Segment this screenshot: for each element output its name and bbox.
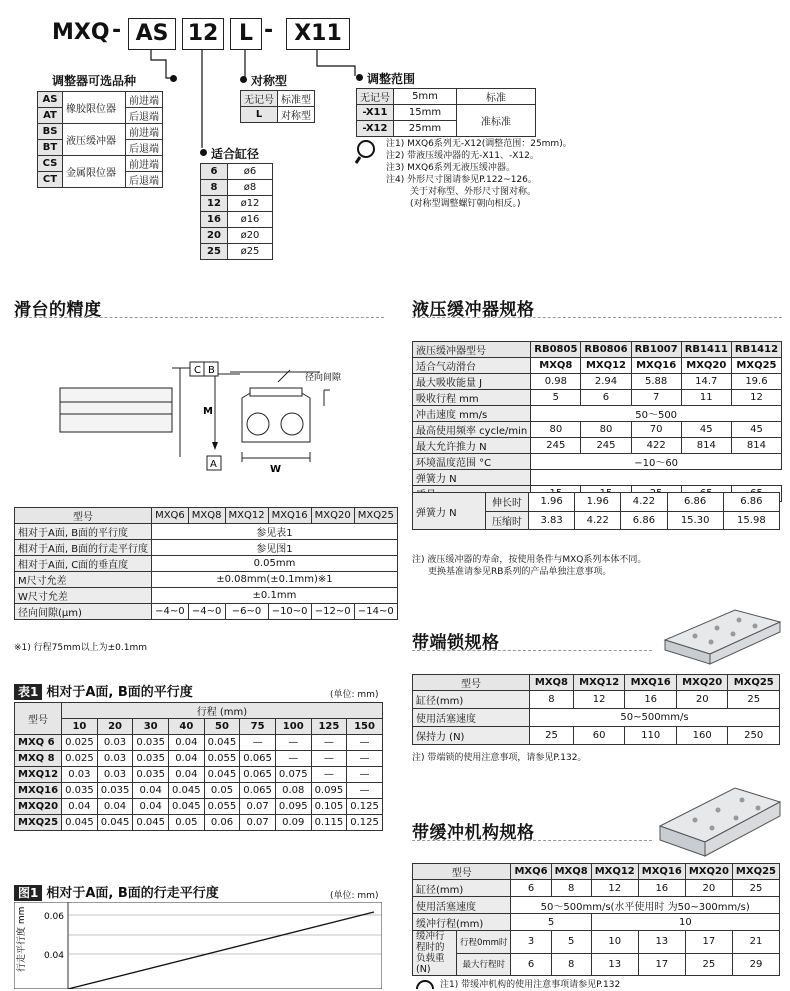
- value-cell: 245: [531, 438, 581, 454]
- code-dash2: -: [264, 18, 274, 43]
- table-row: [413, 358, 782, 374]
- hydraulic-notes: 注) 液压缓冲器的寿命，按使用条件与MXQ系列本体不同。 更换基准请参见RB系列的产品单独注意事项。: [412, 555, 647, 577]
- row-label: 最大吸收能量 J: [413, 374, 531, 390]
- value-cell: 0.075: [275, 767, 311, 783]
- figure1-ylabel: 行走平行度 mm: [17, 906, 27, 972]
- value-cell: —: [311, 751, 347, 767]
- bore-table: 6 ø6 8 ø8 12 ø12 16 ø16 20 ø20 25 ø25: [200, 163, 273, 260]
- code-adjuster: AS: [128, 18, 176, 50]
- value-cell: —: [240, 735, 276, 751]
- value-cell: 0.065: [240, 751, 276, 767]
- value-cell: 0.05: [169, 815, 205, 831]
- value-cell: MXQ20: [681, 358, 731, 374]
- y-tick: 0.04: [43, 951, 64, 961]
- code-symmetry: L: [230, 18, 262, 50]
- value-cell: 0.035: [97, 783, 133, 799]
- table-row: [15, 783, 383, 799]
- value-cell: 0.04: [169, 751, 205, 767]
- value-cell: 0.065: [240, 767, 276, 783]
- code-bore: 12: [182, 18, 224, 50]
- model-cell: MXQ16: [15, 783, 62, 799]
- value-cell: —: [275, 751, 311, 767]
- value-cell: 0.03: [97, 751, 133, 767]
- value-cell: 0.03: [97, 767, 133, 783]
- value-cell: 0.035: [133, 735, 169, 751]
- row-label: 适合气动滑台: [413, 358, 531, 374]
- value-cell: 0.065: [240, 783, 276, 799]
- adjuster-title: 调整器可选品种: [52, 74, 137, 88]
- model-cell: MXQ20: [15, 799, 62, 815]
- bore-title: 适合缸径: [211, 147, 260, 161]
- value-cell: 0.07: [240, 815, 276, 831]
- value-cell: 0.045: [204, 735, 240, 751]
- value-cell: 0.05: [204, 783, 240, 799]
- top-notes: 注1) MXQ6系列无-X12(调整范围：25mm)。 注2) 带液压缓冲器的无-X11、-X12。 注3) MXQ6系列无液压缓冲器。 注4) 外形尺寸图请参见P.122~126。 关于对称型、外形尺寸图对称。 (对称型调整螺钉朝向相反。): [386, 139, 572, 209]
- code-series: MXQ: [52, 20, 110, 45]
- label-a: A: [210, 459, 217, 470]
- value-cell: 0.04: [169, 767, 205, 783]
- value-cell: —: [347, 751, 383, 767]
- value-cell: 0.045: [62, 815, 98, 831]
- value-cell: 80: [531, 422, 581, 438]
- endlock-note: 注) 带端锁的使用注意事项，请参见P.132。: [412, 753, 587, 763]
- range-table: 无记号 5mm 标准 -X11 15mm 准标准 -X12 25mm: [356, 88, 536, 137]
- value-cell: 0.045: [204, 767, 240, 783]
- y-tick: 0.06: [43, 912, 64, 922]
- value-cell: 814: [681, 438, 731, 454]
- value-cell: 0.055: [204, 799, 240, 815]
- value-cell: 14.7: [681, 374, 731, 390]
- value-cell: —: [275, 735, 311, 751]
- table-row: [15, 815, 383, 831]
- value-cell: 0.06: [204, 815, 240, 831]
- model-cell: MXQ 8: [15, 751, 62, 767]
- table-row: [413, 374, 782, 390]
- value-cell: 0.04: [62, 799, 98, 815]
- value-cell: 0.035: [133, 767, 169, 783]
- table-row: [15, 751, 383, 767]
- value-cell: 70: [631, 422, 681, 438]
- value-cell: 0.08: [275, 783, 311, 799]
- value-cell: 0.045: [169, 799, 205, 815]
- bullet-dot: [200, 149, 207, 156]
- value-cell: 0.055: [204, 751, 240, 767]
- cushion-note: 注1) 带缓冲机构的使用注意事项请参见P.132: [440, 980, 621, 990]
- value-cell: 0.04: [133, 799, 169, 815]
- value-cell: 814: [731, 438, 781, 454]
- value-cell: 80: [581, 422, 631, 438]
- slide-table-illustration: [655, 596, 785, 668]
- value-cell: —: [347, 783, 383, 799]
- range-title: 调整范围: [367, 72, 416, 86]
- value-cell: 45: [681, 422, 731, 438]
- value-cell: 0.07: [240, 799, 276, 815]
- table-row: [413, 438, 782, 454]
- value-cell: 422: [631, 438, 681, 454]
- figure1-unit: (单位: mm): [330, 891, 379, 901]
- value-cell: 2.94: [581, 374, 631, 390]
- label-w: W: [270, 464, 282, 475]
- value-cell: MXQ25: [731, 358, 781, 374]
- value-cell: —: [347, 767, 383, 783]
- magnifier-icon: [414, 978, 436, 989]
- value-cell: MXQ12: [581, 358, 631, 374]
- accuracy-table: 型号 MXQ6 MXQ8 MXQ12 MXQ16 MXQ20 MXQ25 相对于A面, B面的平行度 参见表1 相对于A面, B面的行走平行度 参见图1 相对于A面, C面的垂直度 0.05mm M尺寸允差 ±0.08mm(±0.1mm)※1 W尺寸允差 ±0.1mm 径向间隙(μm) −4~0 −4~0 −6~0 −10~0 −12~0 −14~0: [14, 507, 398, 620]
- row-label: 最大允许推力 N: [413, 438, 531, 454]
- spring-table: 弹簧力 N 伸长时 1.96 1.96 4.22 6.86 6.86 压缩时 3.83 4.22 6.86 15.30 15.98: [412, 492, 780, 530]
- magnifier-icon: [355, 138, 379, 166]
- value-cell: 0.105: [311, 799, 347, 815]
- value-cell: MXQ16: [631, 358, 681, 374]
- hydraulic-table: 液压缓冲器型号 RB0805 RB0806 RB1007 RB1411 RB1412 适合气动滑台 MXQ8 MXQ12 MXQ16 MXQ20 MXQ25 最大吸收能量 J 0.98 2.94 5.88 14.7 19.6 吸收行程 mm 5 6 7 11 12 冲击速度 mm/s 50～500 最高使用频率 cycle/min 80 80 70 45 45 最大允许推力 N 245 245 422 814 814 环境温度范围 °C −10～60 弹簧力 N: [412, 341, 782, 502]
- bullet-dot: [170, 75, 177, 82]
- symmetry-table: 无记号 标准型 L 对称型: [240, 90, 315, 123]
- value-cell: 0.095: [311, 783, 347, 799]
- label-b: B: [208, 365, 215, 376]
- value-cell: 19.6: [731, 374, 781, 390]
- value-cell: 0.03: [97, 735, 133, 751]
- row-label: 吸收行程 mm: [413, 390, 531, 406]
- table1: 型号 行程 (mm) 10 20 30 40 50 75 100 125 150 MXQ 6 0.025 0.03 0.035 0.04 0.045 — — — — MXQ 8 0.025 0.03 0.035 0.04 0.055 0.065 — — — MXQ12 0.03 0.03 0.035 0.04 0.045 0.065 0.075 — — MXQ16 0.035 0.035 0.04 0.045 0.05 0.065 0.08 0.095 — MXQ20 0.04 0.04 0.04 0.045 0.055 0.07 0.095 0.105 0.125 MXQ25 0.045 0.045 0.045 0.05 0.06 0.07 0.09 0.115 0.125: [14, 702, 383, 831]
- value-cell: 0.115: [311, 815, 347, 831]
- figure1-chart: [14, 902, 382, 989]
- table-row: [413, 390, 782, 406]
- accuracy-note: ※1) 行程75mm以上为±0.1mm: [14, 643, 148, 653]
- value-cell: 0.095: [275, 799, 311, 815]
- value-cell: —: [347, 735, 383, 751]
- hydraulic-title: 液压缓冲器规格: [412, 300, 535, 320]
- accuracy-title: 滑台的精度: [14, 300, 102, 320]
- value-cell: 0.045: [169, 783, 205, 799]
- model-cell: MXQ 6: [15, 735, 62, 751]
- table-row: [413, 422, 782, 438]
- value-cell: 0.045: [133, 815, 169, 831]
- cushion-slide-illustration: [650, 770, 785, 862]
- label-m: M: [203, 406, 213, 417]
- value-cell: 6: [581, 390, 631, 406]
- cushion-table: 型号 MXQ6 MXQ8 MXQ12 MXQ16 MXQ20 MXQ25 缸径(mm) 6 8 12 16 20 25 使用活塞速度 50～500mm/s(水平使用时 为50~300mm/s) 缓冲行程(mm) 5 10 缓冲行程时的负载重(N) 行程0mm时 3 5 10 13 17 21 最大行程时 6 8 13 17 25 29: [412, 863, 780, 976]
- value-cell: 12: [731, 390, 781, 406]
- table-row: [15, 735, 383, 751]
- value-cell: 45: [731, 422, 781, 438]
- adjuster-table: AS 橡胶限位器 前进端 AT 后退端 BS 液压缓冲器 前进端 BT 后退端 CS 金属限位器 前进端 CT 后退端: [37, 91, 163, 188]
- value-cell: 0.025: [62, 751, 98, 767]
- table1-unit: (单位: mm): [330, 690, 379, 700]
- value-cell: 0.04: [133, 783, 169, 799]
- accuracy-diagram: [20, 352, 360, 482]
- value-cell: 0.09: [275, 815, 311, 831]
- value-cell: 7: [631, 390, 681, 406]
- table1-heading: 表1 相对于A面, B面的平行度: [14, 681, 193, 700]
- value-cell: —: [311, 735, 347, 751]
- endlock-title: 带端锁规格: [412, 633, 500, 653]
- endlock-table: 型号 MXQ8 MXQ12 MXQ16 MXQ20 MXQ25 缸径(mm) 8 12 16 20 25 使用活塞速度 50~500mm/s 保持力 (N) 25 60 110 160 250: [412, 674, 780, 745]
- value-cell: 0.125: [347, 799, 383, 815]
- value-cell: 0.125: [347, 815, 383, 831]
- value-cell: 5: [531, 390, 581, 406]
- bullet-dot: [356, 74, 363, 81]
- value-cell: 0.04: [97, 799, 133, 815]
- value-cell: 0.045: [97, 815, 133, 831]
- table-row: [15, 767, 383, 783]
- label-gap: 径向间隙: [305, 373, 342, 383]
- value-cell: 0.035: [133, 751, 169, 767]
- symmetry-title: 对称型: [251, 74, 288, 88]
- value-cell: MXQ8: [531, 358, 581, 374]
- table-row: [15, 799, 383, 815]
- divider: [412, 317, 782, 318]
- label-c: C: [194, 365, 201, 376]
- cushion-title: 带缓冲机构规格: [412, 823, 535, 843]
- value-cell: 5.88: [631, 374, 681, 390]
- value-cell: —: [311, 767, 347, 783]
- model-cell: MXQ12: [15, 767, 62, 783]
- value-cell: 0.98: [531, 374, 581, 390]
- code-dash: -: [112, 18, 122, 43]
- bullet-dot: [240, 76, 247, 83]
- value-cell: 11: [681, 390, 731, 406]
- table1-body: [15, 735, 383, 831]
- value-cell: 0.03: [62, 767, 98, 783]
- value-cell: 0.025: [62, 735, 98, 751]
- divider: [412, 840, 652, 841]
- code-range: X11: [286, 18, 350, 50]
- divider: [412, 650, 652, 651]
- value-cell: 0.035: [62, 783, 98, 799]
- value-cell: 245: [581, 438, 631, 454]
- figure1-heading: 图1 相对于A面, B面的行走平行度: [14, 882, 219, 901]
- model-cell: MXQ25: [15, 815, 62, 831]
- row-label: 最高使用频率 cycle/min: [413, 422, 531, 438]
- value-cell: 0.04: [169, 735, 205, 751]
- divider: [14, 317, 384, 318]
